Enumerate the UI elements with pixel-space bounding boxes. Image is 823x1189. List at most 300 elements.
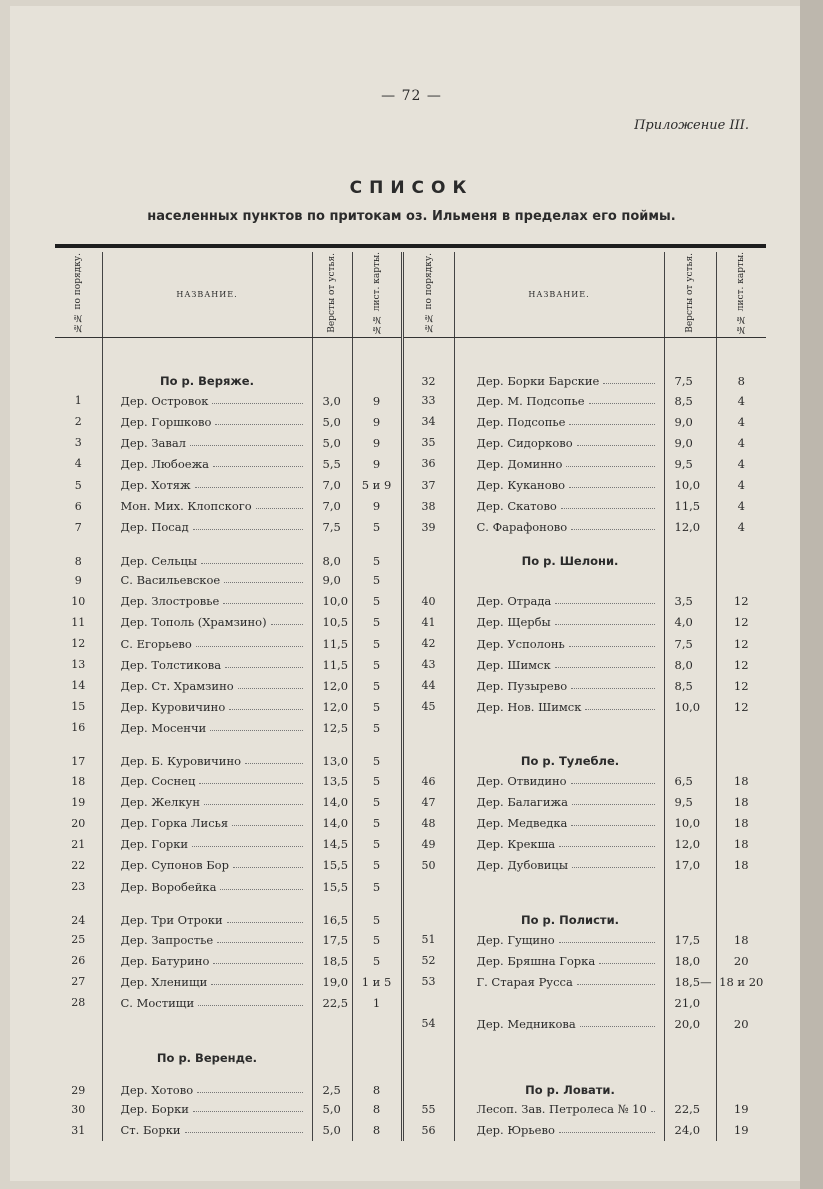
name-right: [454, 591, 664, 612]
dot-leader: [223, 594, 302, 604]
name-right: [454, 792, 664, 813]
settlement-name: Дер. Юрьево: [476, 1123, 555, 1138]
header-sheets-right: №№ лист. карты.: [716, 252, 766, 338]
sheets-left: [352, 1035, 402, 1067]
versts-left: 5,0: [312, 411, 352, 432]
table-row: [55, 792, 766, 813]
row-number-right: 34: [402, 411, 454, 432]
name-right: [454, 992, 664, 1013]
row-number-left: 11: [55, 612, 102, 633]
name-left: [102, 570, 312, 591]
versts-left: 14,0: [312, 813, 352, 834]
name-left: [102, 971, 312, 992]
name-left: [102, 517, 312, 538]
sheets-right: 18: [733, 932, 749, 947]
dot-leader: [559, 933, 655, 943]
dot-leader: [571, 520, 654, 530]
versts-right: 12,0: [664, 834, 716, 855]
table-row: [55, 390, 766, 411]
dot-leader: [238, 679, 303, 689]
sheets-right: [716, 992, 766, 1013]
row-number-left: 12: [55, 633, 102, 654]
versts-right: 6,5: [664, 770, 716, 791]
name-right: [454, 950, 664, 971]
settlement-name: Дер. Островок: [120, 393, 209, 408]
dot-leader: [212, 394, 302, 404]
dot-leader: [256, 499, 303, 509]
row-number-right: 54: [402, 1013, 454, 1034]
sheets-left: 5: [352, 591, 402, 612]
dot-leader: [572, 858, 655, 868]
versts-left: 3,0: [312, 390, 352, 411]
versts-left: 7,0: [312, 474, 352, 495]
name-right: [454, 474, 664, 495]
table-row: [55, 432, 766, 453]
section-heading-right: По р. Полисти.: [454, 897, 664, 929]
row-number-right: 53: [402, 971, 454, 992]
row-number-left: 29: [55, 1067, 102, 1099]
versts-left: 15,5: [312, 855, 352, 876]
sheets-left: 5: [352, 834, 402, 855]
header-versts-right: Версты от устья.: [664, 252, 716, 338]
sheets-right: [716, 897, 766, 929]
name-left: [102, 538, 312, 570]
dot-leader: [589, 394, 655, 404]
name-right: [454, 612, 664, 633]
row-number-left: 13: [55, 654, 102, 675]
settlement-name: Дер. Куровичино: [120, 699, 226, 714]
settlement-name: Дер. Горка Лисья: [120, 816, 229, 831]
versts-left: 7,0: [312, 496, 352, 517]
row-number-left: 10: [55, 591, 102, 612]
versts-right: 18,5—: [664, 971, 716, 992]
sheets-left: 5: [352, 813, 402, 834]
row-number-right: [402, 738, 454, 770]
dot-leader: [571, 679, 654, 689]
dot-leader: [213, 457, 302, 467]
row-number-left: 30: [55, 1099, 102, 1120]
name-right: [454, 813, 664, 834]
sheets-left: 9: [352, 432, 402, 453]
row-number-right: 47: [402, 792, 454, 813]
row-number-left: 25: [55, 929, 102, 950]
settlement-name: Дер. Злостровье: [120, 594, 220, 609]
row-number-right: [402, 1035, 454, 1067]
name-right: [454, 411, 664, 432]
versts-right: 20,0: [664, 1013, 716, 1034]
name-right: [454, 929, 664, 950]
name-left: [102, 1099, 312, 1120]
table-row: [55, 496, 766, 517]
versts-left: 5,5: [312, 453, 352, 474]
versts-right: 21,0: [664, 992, 716, 1013]
settlement-name: С. Егорьево: [120, 636, 192, 651]
dot-leader: [195, 478, 303, 488]
sheets-right: 19: [733, 1102, 749, 1117]
name-right: [454, 496, 664, 517]
row-number-left: 9: [55, 570, 102, 591]
sheets-right: 4: [737, 393, 745, 408]
sheets-right: [716, 538, 766, 570]
row-number-right: [402, 876, 454, 897]
name-left: [102, 591, 312, 612]
row-number-right: 36: [402, 453, 454, 474]
row-number-left: 6: [55, 496, 102, 517]
settlement-name: Дер. Воробейка: [120, 879, 217, 894]
dot-leader: [229, 700, 302, 710]
versts-right: 17,0: [664, 855, 716, 876]
name-right: [454, 855, 664, 876]
name-left: [102, 1120, 312, 1141]
settlement-name: Дер. Любоежа: [120, 456, 210, 471]
versts-left: 13,0: [312, 738, 352, 770]
settlement-name: С. Мостищи: [120, 995, 195, 1010]
dot-leader: [197, 1083, 302, 1093]
table-row: [55, 1067, 766, 1099]
dot-leader: [232, 816, 302, 826]
table-header-row: [55, 252, 766, 338]
header-no-right: №№ по порядку.: [402, 252, 454, 338]
versts-right: [664, 717, 716, 738]
versts-right: 9,5: [664, 453, 716, 474]
sheets-left: 8: [352, 1120, 402, 1141]
name-right: [454, 834, 664, 855]
dot-leader: [555, 594, 654, 604]
row-number-right: 49: [402, 834, 454, 855]
dot-leader: [192, 837, 302, 847]
table-row: [55, 612, 766, 633]
settlement-name: Г. Старая Русса: [476, 974, 573, 989]
settlement-name: Дер. Б. Куровичино: [120, 754, 242, 769]
dot-leader: [555, 615, 655, 625]
settlement-name: Дер. Борки: [120, 1102, 189, 1117]
header-rule: [55, 244, 766, 248]
versts-left: 19,0: [312, 971, 352, 992]
sheets-left: 5: [352, 612, 402, 633]
name-right: [454, 675, 664, 696]
dot-leader: [196, 637, 303, 647]
dot-leader: [198, 996, 302, 1006]
versts-left: 7,5: [312, 517, 352, 538]
dot-leader: [190, 436, 303, 446]
name-left: [102, 929, 312, 950]
versts-right: 22,5: [664, 1099, 716, 1120]
dot-leader: [215, 415, 302, 425]
dot-leader: [577, 436, 655, 446]
section-heading-right: По р. Ловати.: [454, 1067, 664, 1099]
settlement-name: Дер. Скатово: [476, 499, 557, 514]
name-right: [454, 1035, 664, 1067]
name-left: [102, 897, 312, 929]
row-number-right: 32: [402, 358, 454, 390]
header-versts-left: Версты от устья.: [312, 252, 352, 338]
sheets-left: 5: [352, 538, 402, 570]
name-left: [102, 1013, 312, 1034]
settlement-name: Дер. Щербы: [476, 615, 551, 630]
settlement-name: Дер. Гущино: [476, 932, 555, 947]
versts-left: [312, 1013, 352, 1034]
name-right: [454, 876, 664, 897]
page-title: СПИСОК: [349, 178, 474, 198]
versts-left: 11,5: [312, 633, 352, 654]
versts-right: [664, 897, 716, 929]
dot-leader: [651, 1102, 655, 1112]
sheets-right: 4: [737, 520, 745, 535]
table-row: [55, 1035, 766, 1067]
row-number-left: 27: [55, 971, 102, 992]
row-number-left: 15: [55, 696, 102, 717]
sheets-left: 5: [352, 855, 402, 876]
row-number-right: 41: [402, 612, 454, 633]
row-number-left: 28: [55, 992, 102, 1013]
settlement-name: Лесоп. Зав. Петролеса № 10: [476, 1102, 647, 1117]
table-row: [55, 971, 766, 992]
row-number-right: 39: [402, 517, 454, 538]
table-row: [55, 813, 766, 834]
settlement-name: Дер. Соснец: [120, 774, 196, 789]
sheets-right: 4: [737, 499, 745, 514]
table-row: [55, 654, 766, 675]
name-right: [454, 1099, 664, 1120]
table-row: [55, 675, 766, 696]
dot-leader: [571, 816, 654, 826]
settlement-name: Дер. Шимск: [476, 657, 551, 672]
table-row: [55, 453, 766, 474]
sheets-left: 9: [352, 411, 402, 432]
name-left: [102, 950, 312, 971]
table-row: [55, 538, 766, 570]
table-row: [55, 950, 766, 971]
settlement-name: Дер. Пузырево: [476, 678, 568, 693]
section-heading-right: По р. Шелони.: [454, 538, 664, 570]
table-row: [55, 992, 766, 1013]
settlement-name: Дер. Куканово: [476, 478, 566, 492]
dot-leader: [227, 913, 303, 923]
settlement-name: Дер. Усполонь: [476, 636, 565, 651]
settlement-name: Дер. Сельцы: [120, 553, 198, 568]
versts-left: 5,0: [312, 1120, 352, 1141]
dot-leader: [580, 1017, 655, 1027]
table-row: [55, 474, 766, 495]
versts-left: 5,0: [312, 1099, 352, 1120]
dot-leader: [599, 954, 654, 964]
settlement-name: Дер. Отрада: [476, 594, 552, 609]
row-number-right: 45: [402, 696, 454, 717]
name-left: [102, 770, 312, 791]
dot-leader: [559, 837, 654, 847]
row-number-left: 14: [55, 675, 102, 696]
sheets-right: 12: [733, 699, 749, 714]
row-number-left: 7: [55, 517, 102, 538]
dot-leader: [204, 795, 303, 805]
dot-leader: [572, 795, 655, 805]
page-subtitle: населенных пунктов по притокам оз. Ильменя в пределах его поймы.: [147, 209, 676, 224]
sheets-right: 18: [733, 858, 749, 873]
settlements-table: [55, 252, 766, 1141]
versts-right: [664, 538, 716, 570]
versts-left: 12,5: [312, 717, 352, 738]
versts-left: 14,5: [312, 834, 352, 855]
dot-leader: [185, 1123, 303, 1133]
settlement-name: Ст. Борки: [120, 1123, 181, 1138]
row-number-left: [55, 1035, 102, 1067]
row-number-left: [55, 1013, 102, 1034]
settlement-name: Дер. Толстикова: [120, 657, 222, 672]
sheets-right: [716, 876, 766, 897]
table-row: [55, 897, 766, 929]
sheets-right: 12: [733, 678, 749, 693]
settlement-name: Дер. Крекша: [476, 837, 556, 852]
versts-left: [312, 1035, 352, 1067]
sheets-left: 5: [352, 654, 402, 675]
name-right: [454, 358, 664, 390]
sheets-right: [716, 570, 766, 591]
row-number-right: 55: [402, 1099, 454, 1120]
sheets-right: 8: [737, 374, 745, 389]
table-row: [55, 1099, 766, 1120]
versts-right: 8,5: [664, 675, 716, 696]
table-row: [55, 717, 766, 738]
name-left: [102, 834, 312, 855]
sheets-right: [716, 1035, 766, 1067]
settlement-name: Дер. Медникова: [476, 1016, 576, 1031]
sheets-left: 1 и 5: [352, 971, 402, 992]
row-number-right: 38: [402, 496, 454, 517]
name-left: [102, 390, 312, 411]
sheets-left: 5: [352, 696, 402, 717]
sheets-left: 9: [352, 390, 402, 411]
sheets-right: 18: [733, 837, 749, 852]
sheets-left: 5 и 9: [352, 474, 402, 495]
versts-right: 24,0: [664, 1120, 716, 1141]
name-right: [454, 971, 664, 992]
row-number-right: 40: [402, 591, 454, 612]
versts-left: 14,0: [312, 792, 352, 813]
name-left: [102, 717, 312, 738]
section-heading-left: По р. Веренде.: [102, 1035, 312, 1067]
header-name-right: НАЗВАНИЕ.: [454, 252, 664, 338]
name-right: [454, 1120, 664, 1141]
versts-left: 16,5: [312, 897, 352, 929]
appendix-label: Приложение III.: [634, 118, 749, 133]
versts-right: [664, 1035, 716, 1067]
dot-leader: [217, 933, 302, 943]
name-right: [454, 654, 664, 675]
versts-left: [312, 358, 352, 390]
settlement-name: Дер. Три Отроки: [120, 913, 223, 928]
sheets-left: 5: [352, 517, 402, 538]
table-row: [55, 876, 766, 897]
settlement-name: С. Фарафоново: [476, 520, 568, 535]
name-right: [454, 770, 664, 791]
table-body: [55, 338, 766, 1141]
name-left: [102, 813, 312, 834]
table-row: [55, 1120, 766, 1141]
sheets-left: 1: [352, 992, 402, 1013]
versts-right: 8,0: [664, 654, 716, 675]
versts-left: 22,5: [312, 992, 352, 1013]
dot-leader: [245, 754, 302, 764]
dot-leader: [193, 520, 303, 530]
row-number-left: 17: [55, 738, 102, 770]
dot-leader: [569, 478, 654, 488]
row-number-right: [402, 1067, 454, 1099]
dot-leader: [224, 573, 302, 583]
row-number-right: [402, 538, 454, 570]
table-row: [55, 929, 766, 950]
table-row: [55, 411, 766, 432]
header-sheets-left: №№ лист. карты.: [352, 252, 402, 338]
sheets-left: 9: [352, 453, 402, 474]
sheets-right: 18 и 20: [719, 974, 764, 989]
sheets-left: 5: [352, 876, 402, 897]
versts-left: 9,0: [312, 570, 352, 591]
settlement-name: Мон. Мих. Клопского: [120, 499, 252, 514]
sheets-left: 5: [352, 950, 402, 971]
dot-leader: [569, 415, 654, 425]
row-number-left: 31: [55, 1120, 102, 1141]
sheets-right: 12: [733, 615, 749, 630]
sheets-left: 5: [352, 717, 402, 738]
row-number-right: 48: [402, 813, 454, 834]
sheets-left: 8: [352, 1099, 402, 1120]
versts-right: [664, 570, 716, 591]
sheets-right: 12: [733, 594, 749, 609]
versts-right: 9,5: [664, 792, 716, 813]
row-number-left: 24: [55, 897, 102, 929]
settlement-name: Дер. Дубовицы: [476, 858, 568, 873]
dot-leader: [220, 880, 302, 890]
versts-left: 2,5: [312, 1067, 352, 1099]
name-left: [102, 696, 312, 717]
settlement-name: Дер. Хотяж: [120, 478, 191, 492]
name-right: [454, 432, 664, 453]
settlement-name: Дер. Подсопье: [476, 414, 566, 429]
sheets-left: 5: [352, 792, 402, 813]
row-number-left: 2: [55, 411, 102, 432]
row-number-right: 44: [402, 675, 454, 696]
settlement-name: Дер. Запростье: [120, 932, 214, 947]
sheets-left: 8: [352, 1067, 402, 1099]
versts-left: 8,0: [312, 538, 352, 570]
dot-leader: [211, 975, 302, 985]
name-right: [454, 633, 664, 654]
row-number-right: 52: [402, 950, 454, 971]
settlement-name: Дер. Борки Барские: [476, 374, 600, 389]
settlement-name: Дер. Сидорково: [476, 435, 573, 450]
sheets-right: [716, 738, 766, 770]
row-number-left: 19: [55, 792, 102, 813]
table-row: [55, 570, 766, 591]
versts-left: 10,5: [312, 612, 352, 633]
settlement-name: Дер. Горшково: [120, 414, 212, 429]
dot-leader: [233, 858, 303, 868]
settlement-name: Дер. Супонов Бор: [120, 858, 229, 873]
name-left: [102, 1067, 312, 1099]
row-number-right: 42: [402, 633, 454, 654]
versts-left: 11,5: [312, 654, 352, 675]
versts-right: 9,0: [664, 411, 716, 432]
sheets-left: 5: [352, 738, 402, 770]
row-number-right: [402, 570, 454, 591]
sheets-right: 4: [737, 478, 745, 492]
settlement-name: Дер. Посад: [120, 520, 189, 535]
settlement-name: Дер. Желкун: [120, 795, 200, 810]
header-name-left: НАЗВАНИЕ.: [102, 252, 312, 338]
page-number: — 72 —: [381, 88, 442, 104]
versts-right: [664, 1067, 716, 1099]
versts-left: 15,5: [312, 876, 352, 897]
